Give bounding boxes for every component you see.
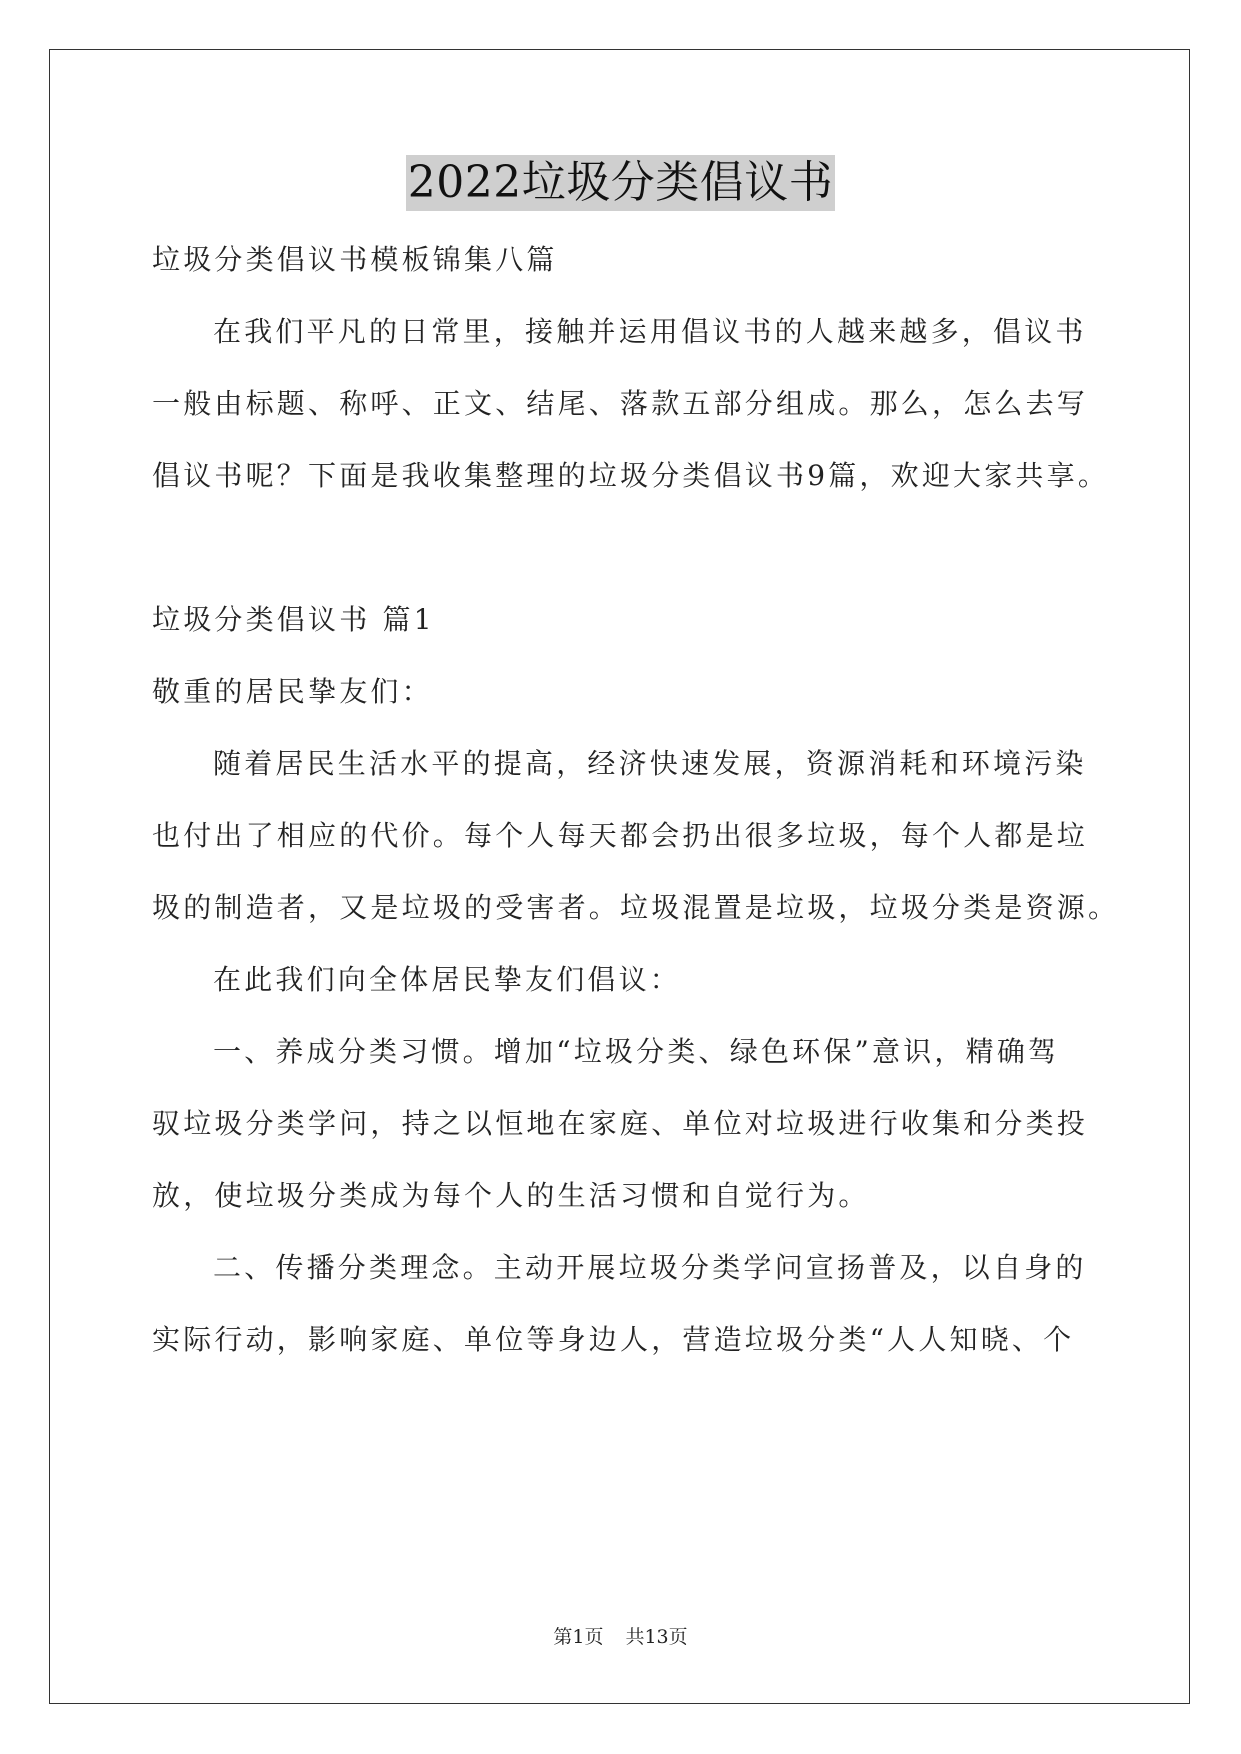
intro-line-2: 一般由标题、称呼、正文、结尾、落款五部分组成。那么，怎么去写 — [152, 387, 1089, 420]
body-line-6: 驭垃圾分类学问，持之以恒地在家庭、单位对垃圾进行收集和分类投 — [152, 1107, 1089, 1140]
body-line-9: 实际行动，影响家庭、单位等身边人，营造垃圾分类“人人知晓、个 — [152, 1323, 1075, 1356]
page-footer — [0, 1625, 1241, 1649]
body-line-5: 一、养成分类习惯。增加“垃圾分类、绿色环保”意识，精确驾 — [213, 1035, 1060, 1068]
intro-line-3: 倡议书呢？下面是我收集整理的垃圾分类倡议书9篇，欢迎大家共享。 — [152, 459, 1110, 492]
body-line-7: 放，使垃圾分类成为每个人的生活习惯和自觉行为。 — [152, 1179, 870, 1212]
document-title: 2022垃圾分类倡议书 — [406, 155, 835, 211]
body-line-8: 二、传播分类理念。主动开展垃圾分类学问宣扬普及，以自身的 — [213, 1251, 1087, 1284]
salutation: 敬重的居民挚友们： — [152, 675, 433, 708]
body-line-1: 随着居民生活水平的提高，经济快速发展，资源消耗和环境污染 — [213, 747, 1087, 780]
body-line-4: 在此我们向全体居民挚友们倡议： — [213, 963, 682, 996]
document-subtitle: 垃圾分类倡议书模板锦集八篇 — [152, 243, 558, 276]
title-container — [0, 155, 1241, 211]
page-border — [49, 49, 1190, 1704]
body-line-2: 也付出了相应的代价。每个人每天都会扔出很多垃圾，每个人都是垃 — [152, 819, 1089, 852]
page-number: 第1页 — [553, 1626, 604, 1648]
section-heading: 垃圾分类倡议书 篇1 — [152, 603, 435, 636]
intro-line-1: 在我们平凡的日常里，接触并运用倡议书的人越来越多，倡议书 — [213, 315, 1087, 348]
body-line-3: 圾的制造者，又是垃圾的受害者。垃圾混置是垃圾，垃圾分类是资源。 — [152, 891, 1120, 924]
page-total: 共13页 — [625, 1626, 688, 1648]
